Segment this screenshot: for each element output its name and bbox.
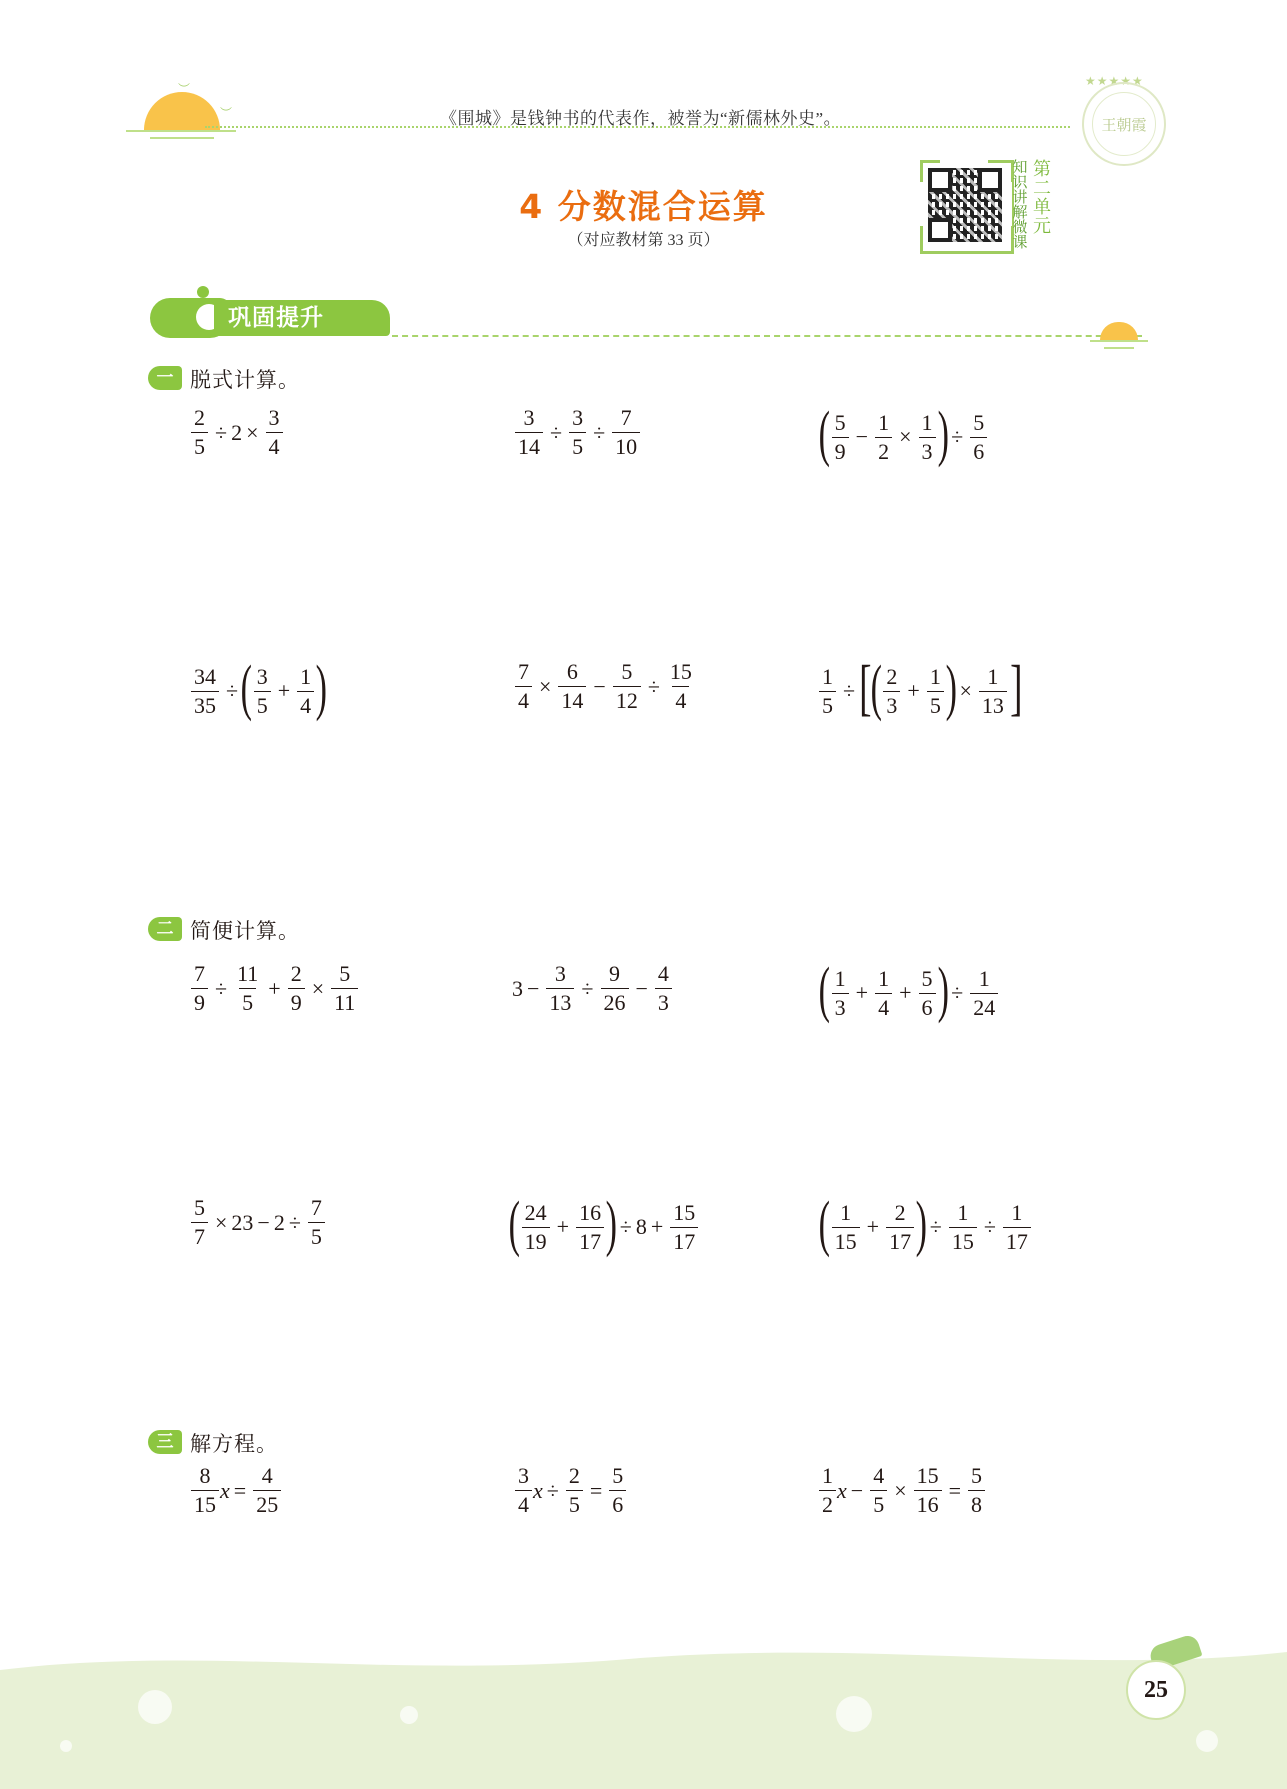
fraction: $\frac{3}{14}$ [515,406,543,459]
fraction: $\frac{9}{26}$ [601,962,629,1015]
problem-13: 8 15 x = $\frac{4}{25}$ [188,1464,284,1517]
fraction: $\frac{1}{3}$ [919,411,936,464]
bubble-decoration [60,1740,72,1752]
problem-7: $\frac{7}{9}$ ÷ $\frac{11}{5}$ + $\frac{2}{9}$ × $\frac{5}{11}$ [188,962,361,1015]
publisher-logo [1082,82,1166,166]
problem-10: $\frac{5}{7}$ × 23 − 2 ÷ $\frac{7}{5}$ [188,1196,328,1249]
fraction: $\frac{3}{13}$ [546,962,574,1015]
fraction: $\frac{5}{6}$ [609,1464,626,1517]
fraction: $\frac{5}{6}$ [970,411,987,464]
fraction: $\frac{2}{9}$ [288,962,305,1015]
fraction: $\frac{3}{4}$ [266,406,283,459]
sun-decoration [144,92,220,130]
problem-8: 3 − $\frac{3}{13}$ ÷ $\frac{9}{26}$ − $\frac{4}{3}$ [512,962,675,1015]
problem-5: $\frac{7}{4}$ × $\frac{6}{14}$ − $\frac{5}{12}$ ÷ $\frac{15}{4}$ [512,660,698,713]
sun-horizon-line [150,137,214,139]
qr-code-icon[interactable] [928,168,1002,242]
qr-frame-gap [917,182,925,226]
fraction: 8 15 [191,1464,219,1517]
fraction: $\frac{2}{17}$ [886,1201,914,1254]
problem-12: ( 1 15 + $\frac{2}{17}$ ) ÷ $\frac{1}{15}$ ÷ $\frac{1}{17}$ [820,1196,1034,1258]
fraction: $\frac{2}{5}$ [566,1464,583,1517]
fraction: $\frac{1}{4}$ [875,967,892,1020]
fraction: 24 19 [522,1201,550,1254]
fraction: $\frac{7}{9}$ [191,962,208,1015]
fraction: $\frac{4}{25}$ [253,1464,281,1517]
fraction: 1 15 [832,1201,860,1254]
qr-label-sub: 知识讲解微课 [1012,158,1028,251]
fraction: $\frac{7}{4}$ [515,660,532,713]
fraction: $\frac{4}{3}$ [655,962,672,1015]
qr-frame-gap [1004,182,1012,226]
bird-icon: ︶ [178,82,191,96]
fraction: 5 9 [832,411,849,464]
fraction: $\frac{7}{10}$ [612,406,640,459]
fraction: $\frac{11}{5}$ [237,961,259,1015]
sun-horizon-line [1090,340,1148,342]
qr-finder [928,218,952,242]
fraction: $\frac{5}{12}$ [613,660,641,713]
star-icon: ★★★★★ [1085,74,1144,88]
fraction: $\frac{15}{16}$ [914,1464,942,1517]
qr-finder [928,168,952,192]
fraction: $\frac{1}{17}$ [1003,1201,1031,1254]
bubble-decoration [836,1696,872,1732]
banner-dashed-line [392,335,1142,337]
page-title: 4 分数混合运算 [519,187,768,226]
fraction: 1 2 [819,1464,836,1517]
problem-2: $\frac{3}{14}$ ÷ $\frac{3}{5}$ ÷ $\frac{7}{10}$ [512,406,643,459]
sun-horizon-line [1104,347,1134,349]
section-heading: 脱式计算。 [190,368,300,392]
problem-9: ( 1 3 + $\frac{1}{4}$ + $\frac{5}{6}$ ) ÷ $\frac{1}{24}$ [820,962,1001,1024]
fraction: $\frac{34}{35}$ [191,665,219,718]
section-heading: 简便计算。 [190,919,300,943]
fraction: $\frac{7}{5}$ [308,1196,325,1249]
fraction: $\frac{3}{5}$ [569,406,586,459]
fraction: 3 5 [254,665,271,718]
qr-frame-gap [940,158,988,164]
fraction: 1 3 [832,967,849,1020]
problem-1: $\frac{2}{5}$ ÷ 2 × $\frac{3}{4}$ [188,406,286,459]
logo-text: 王朝霞 [1092,92,1156,156]
fraction: $\frac{1}{24}$ [970,967,998,1020]
qr-finder [978,168,1002,192]
sun-horizon-line [126,130,236,132]
fraction: $\frac{5}{6}$ [919,967,936,1020]
fraction: $\frac{1}{2}$ [875,411,892,464]
fraction: $\frac{1}{15}$ [949,1201,977,1254]
fraction: $\frac{5}{11}$ [331,962,358,1015]
section-number-badge: 一 [148,366,182,390]
section-number-badge: 三 [148,1430,182,1454]
section-number-badge: 二 [148,917,182,941]
fraction: $\frac{5}{8}$ [968,1464,985,1517]
fraction: $\frac{16}{17}$ [576,1201,604,1254]
fraction: $\frac{4}{5}$ [870,1464,887,1517]
problem-11: ( 24 19 + $\frac{16}{17}$ ) ÷ 8 + $\frac{15}{17}$ [510,1196,701,1258]
problem-15: 1 2 x − $\frac{4}{5}$ × $\frac{15}{16}$ = $\frac{5}{8}$ [816,1464,988,1517]
section-heading: 解方程。 [190,1432,278,1456]
problem-3: ( 5 9 − $\frac{1}{2}$ × $\frac{1}{3}$ ) ÷ $\frac{5}{6}$ [820,406,990,468]
fraction: $\frac{2}{5}$ [191,406,208,459]
fraction: $\frac{6}{14}$ [558,660,586,713]
fraction: $\frac{1}{5}$ [819,665,836,718]
footer-wave [0,1640,1287,1789]
section-banner: 巩固提升 [214,300,390,336]
fraction: 2 3 [883,665,900,718]
fraction: 3 4 [515,1464,532,1517]
page-subtitle: （对应教材第 33 页） [567,232,720,249]
problem-4: $\frac{34}{35}$ ÷ ( 3 5 + $\frac{1}{4}$ ) [188,660,326,722]
bubble-decoration [1196,1730,1218,1752]
whale-spout-icon [197,286,209,298]
bird-icon: ︶ [220,106,233,120]
page-number: 25 [1126,1660,1186,1720]
bubble-decoration [400,1706,418,1724]
fraction: $\frac{1}{5}$ [927,665,944,718]
fraction: $\frac{1}{4}$ [297,665,314,718]
fraction: $\frac{15}{17}$ [670,1201,698,1254]
qr-frame-gap [940,245,988,251]
fraction: $\frac{5}{7}$ [191,1196,208,1249]
bubble-decoration [138,1690,172,1724]
problem-6: $\frac{1}{5}$ ÷ [ ( 2 3 + $\frac{1}{5}$ ) × $\frac{1}{13}$ ] [816,660,1023,722]
fraction: $\frac{1}{13}$ [979,665,1007,718]
problem-14: 3 4 x ÷ $\frac{2}{5}$ = $\frac{5}{6}$ [512,1464,629,1517]
header-quote: 《围城》是钱钟书的代表作，被誉为“新儒林外史”。 [440,109,842,128]
fraction: $\frac{15}{4}$ [669,659,692,713]
sun-decoration-small [1100,322,1138,340]
qr-label-unit: 第二单元 [1033,159,1051,237]
